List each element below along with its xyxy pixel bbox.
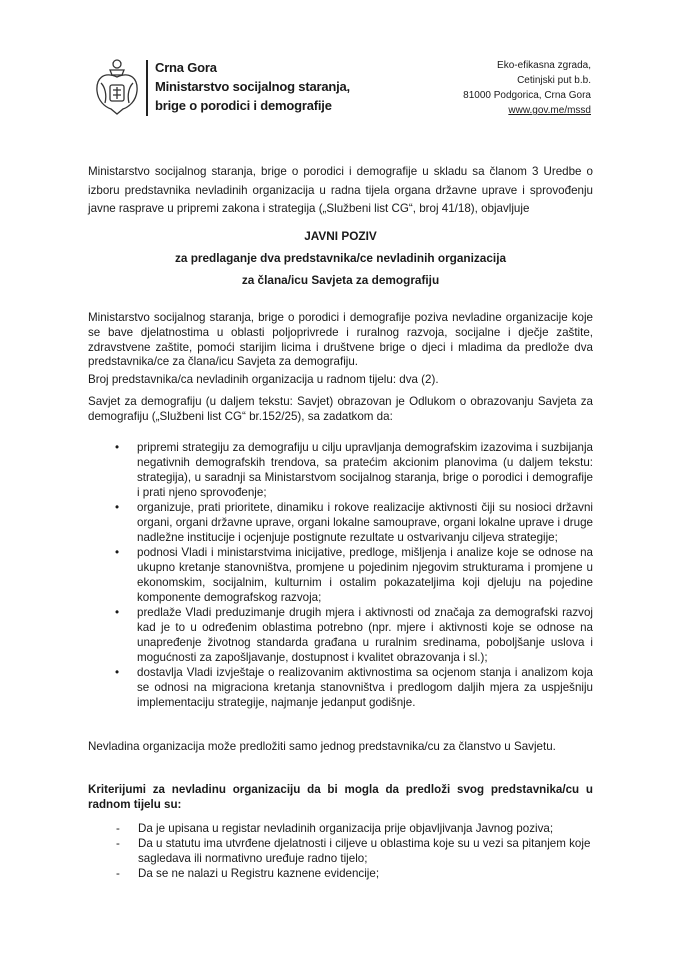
council-paragraph: Savjet za demografiju (u daljem tekstu: Savjet) obrazovan je Odlukom o obrazovanju Savjeta za demografiju („Službeni list CG“ br.152/25), sa zadatkom da: [88,395,593,423]
bullet-icon: • [115,546,120,559]
website-link[interactable]: www.gov.me/mssd [508,105,591,116]
list-item: - Da se ne nalazi u Registru kaznene evidencije; [116,867,380,880]
list-item: • podnosi Vladi i ministarstvima inicijative, predloge, mišljenja i analize koje se odnose na ukupno kretanje stanovništva, promjene u pojedinim njegovim strukturama i promjene u ekonomskim, socijalnim, kulturnim i ostalim pokazateljima koji djeluju na pojedine komponente demografskog razvoja; [115,546,593,604]
list-item: • pripremi strategiju za demografiju u cilju upravljanja demografskim izazovima i suzbijanja negativnih demografskih trendova, sa pratećim akcionim planovima (u daljem tekstu: strategija), u saradnji sa Ministarstvom socijalnog staranja, brige o porodici i demografije i prati njeno sprovođenje; [115,441,593,499]
dash-icon: - [116,867,120,880]
header-divider [146,60,148,116]
list-item: - Da je upisana u registar nevladinih organizacija prije objavljivanja Javnog poziva; [116,822,554,835]
address-line: Cetinjski put b.b. [517,75,591,86]
criteria-heading: Kriterijumi za nevladinu organizaciju da bi mogla da predloži svog predstavnika/cu u radnom tijelu su: [88,783,593,811]
bullet-icon: • [115,501,120,514]
ministry-name-line2: brige o porodici i demografije [155,98,332,113]
country-name: Crna Gora [155,60,217,75]
ministry-name-line1: Ministarstvo socijalnog staranja, [155,79,350,94]
bullet-icon: • [115,666,120,679]
tasks-list [110,440,593,710]
document-subtitle: za predlaganje dva predstavnika/ce nevladinih organizacija [174,251,507,265]
coat-of-arms-icon [93,57,141,117]
invitation-paragraph: Ministarstvo socijalnog staranja, brige o porodici i demografije poziva nevladine organizacije koje se bave djelatnostima u oblasti poljoprivrede i ruralnog razvoja, socijalne i dječje zaštite, zdravstvene zaštite, pomoći starijim licima i društvene brige o djeci i mladima da predlože dva predstavnika/ce za člana/icu Savjeta za demografiju. [88,311,593,369]
address-block [463,58,591,118]
bullet-icon: • [115,441,120,454]
list-item: - Da u statutu ima utvrđene djelatnosti i ciljeve u oblastima koje su u vezi sa pitanjem koje sagledava ili normativno uređuje radno tijelo; [116,837,591,865]
criteria-list [112,821,593,881]
representatives-count: Broj predstavnika/ca nevladinih organizacija u radnom tijelu: dva (2). [88,373,439,386]
address-line: Eko-efikasna zgrada, [497,60,591,71]
intro-paragraph: Ministarstvo socijalnog staranja, brige o porodici i demografije u skladu sa članom 3 Uredbe o izboru predstavnika nevladinih organizacija u radna tijela organa državne uprave i sprovođenju javne rasprave u pripremi zakona i strategija („Službeni list CG“, broj 41/18), objavljuje [88,165,593,216]
list-item: • organizuje, prati prioritete, dinamiku i rokove realizacije aktivnosti čiji su nosioci državni organi, organi državne uprave, organi lokalne samouprave, organi lokalne uprave i druge nadležne institucije i ocjenjuje postignute rezultate u ostvarivanju ciljeva strategije; [115,501,593,544]
dash-icon: - [116,837,120,850]
document-subtitle-2: za člana/icu Savjeta za demografiju [241,273,440,287]
list-item: • dostavlja Vladi izvještaje o realizovanim aktivnostima sa ocjenom stanja i analizom koja se odnosi na migraciona kretanja stanovništva i predlogom daljih mjera za uspješniju implementaciju strategije, najmanje jedanput godišnje. [115,666,593,709]
address-line: 81000 Podgorica, Crna Gora [463,90,591,101]
list-item: • predlaže Vladi preduzimanje drugih mjera i aktivnosti od značaja za demografski razvoj kad je to u određenim oblastima potrebno (npr. mjere i aktivnosti koje se odnose na unapređenje životnog standarda građana u ruralnim sredinama, poboljšanje uslova i mogućnosti za zapošljavanje, dostupnost i kvalitet obrazovanja i sl.); [115,606,593,664]
organization-name [155,58,350,115]
bullet-icon: • [115,606,120,619]
document-title: JAVNI POZIV [304,229,377,243]
single-representative-note: Nevladina organizacija može predložiti samo jednog predstavnika/cu za članstvo u Savjetu. [88,740,556,753]
dash-icon: - [116,822,120,835]
